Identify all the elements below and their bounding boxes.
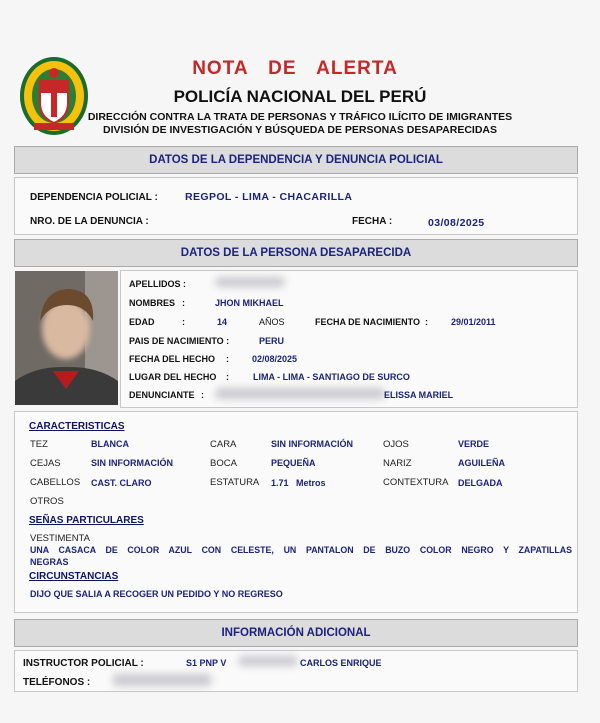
apellidos-label: APELLIDOS : [129, 279, 187, 289]
instructor-value-part2: CARLOS ENRIQUE [300, 658, 382, 668]
dependencia-label: DEPENDENCIA POLICIAL : [30, 192, 158, 203]
edad-unit: AÑOS [259, 317, 285, 327]
section-header-adicional: INFORMACIÓN ADICIONAL [14, 619, 578, 647]
tez-value: BLANCA [91, 439, 129, 449]
redacted-telefonos [112, 674, 212, 686]
vestimenta-value-line2: NEGRAS [30, 557, 69, 567]
cara-label: CARA [210, 439, 237, 450]
cejas-label: CEJAS [30, 458, 61, 469]
fecha-hecho-value: 02/08/2025 [252, 354, 298, 364]
division-name: DIVISIÓN DE INVESTIGACIÓN Y BÚSQUEDA DE PERSONAS DESAPARECIDAS [102, 124, 497, 136]
cejas-value: SIN INFORMACIÓN [91, 458, 173, 468]
pais-value: PERU [259, 336, 285, 346]
denunciante-colon: : [201, 390, 204, 400]
fecha-hecho-label: FECHA DEL HECHO [129, 354, 216, 364]
contextura-value: DELGADA [458, 478, 503, 488]
edad-label: EDAD [129, 317, 155, 327]
tez-label: TEZ [30, 439, 48, 450]
missing-person-photo [15, 271, 118, 405]
nacimiento-label: FECHA DE NACIMIENTO [315, 317, 421, 327]
denunciante-label: DENUNCIANTE [129, 390, 195, 400]
telefonos-label: TELÉFONOS : [23, 677, 91, 688]
alert-title: NOTA DE ALERTA [192, 58, 398, 79]
ojos-value: VERDE [458, 439, 490, 449]
lugar-hecho-label: LUGAR DEL HECHO [129, 372, 217, 382]
vestimenta-value-line1: UNA CASACA DE COLOR AZUL CON CELESTE, UN PANTALON DE BUZO COLOR NEGRO Y ZAPATILLAS [30, 545, 572, 555]
nombres-value: JHON MIKHAEL [215, 298, 284, 308]
circunstancias-title: CIRCUNSTANCIAS [29, 571, 119, 582]
edad-value: 14 [217, 317, 228, 327]
boca-label: BOCA [210, 458, 237, 469]
otros-label: OTROS [30, 496, 64, 507]
nombres-colon: : [182, 298, 185, 308]
nariz-value: AGUILEÑA [458, 458, 505, 468]
fecha-label: FECHA : [352, 216, 393, 227]
redacted-apellidos [215, 277, 285, 287]
redacted-instructor [238, 656, 298, 666]
contextura-label: CONTEXTURA [383, 477, 449, 488]
dependencia-value: REGPOL - LIMA - CHACARILLA [185, 191, 353, 203]
cabellos-value: CAST. CLARO [91, 478, 152, 488]
nariz-label: NARIZ [383, 458, 412, 469]
boca-value: PEQUEÑA [271, 458, 316, 468]
ojos-label: OJOS [383, 439, 409, 450]
edad-colon: : [182, 317, 185, 327]
vestimenta-label: VESTIMENTA [30, 533, 90, 544]
pais-label: PAIS DE NACIMIENTO : [129, 336, 230, 346]
redacted-denunciante [215, 388, 385, 399]
nacimiento-value: 29/01/2011 [451, 317, 496, 327]
denuncia-number-label: NRO. DE LA DENUNCIA : [30, 216, 149, 227]
cara-value: SIN INFORMACIÓN [271, 439, 353, 449]
lugar-hecho-colon: : [226, 372, 229, 382]
cabellos-label: CABELLOS [30, 477, 81, 488]
nombres-label: NOMBRES [129, 298, 176, 308]
fecha-hecho-colon: : [226, 354, 229, 364]
direction-name: DIRECCIÓN CONTRA LA TRATA DE PERSONAS Y TRÁFICO ILÍCITO DE IMIGRANTES [87, 111, 513, 123]
caracteristicas-title: CARACTERISTICAS [29, 421, 125, 432]
circunstancias-value: DIJO QUE SALIA A RECOGER UN PEDIDO Y NO REGRESO [30, 589, 283, 599]
lugar-hecho-value: LIMA - LIMA - SANTIAGO DE SURCO [253, 372, 410, 382]
instructor-label: INSTRUCTOR POLICIAL : [23, 658, 144, 669]
estatura-label: ESTATURA [210, 477, 260, 488]
estatura-value: 1.71 Metros [271, 478, 326, 488]
section-header-dependencia: DATOS DE LA DEPENDENCIA Y DENUNCIA POLICIAL [14, 146, 578, 174]
instructor-value-part1: S1 PNP V [186, 658, 227, 668]
nacimiento-colon: : [425, 317, 428, 327]
fecha-value: 03/08/2025 [428, 217, 485, 229]
section-header-persona: DATOS DE LA PERSONA DESAPARECIDA [14, 239, 578, 267]
senas-title: SEÑAS PARTICULARES [29, 515, 144, 526]
agency-name: POLICÍA NACIONAL DEL PERÚ [173, 87, 427, 106]
denunciante-value: ELISSA MARIEL [384, 390, 454, 400]
